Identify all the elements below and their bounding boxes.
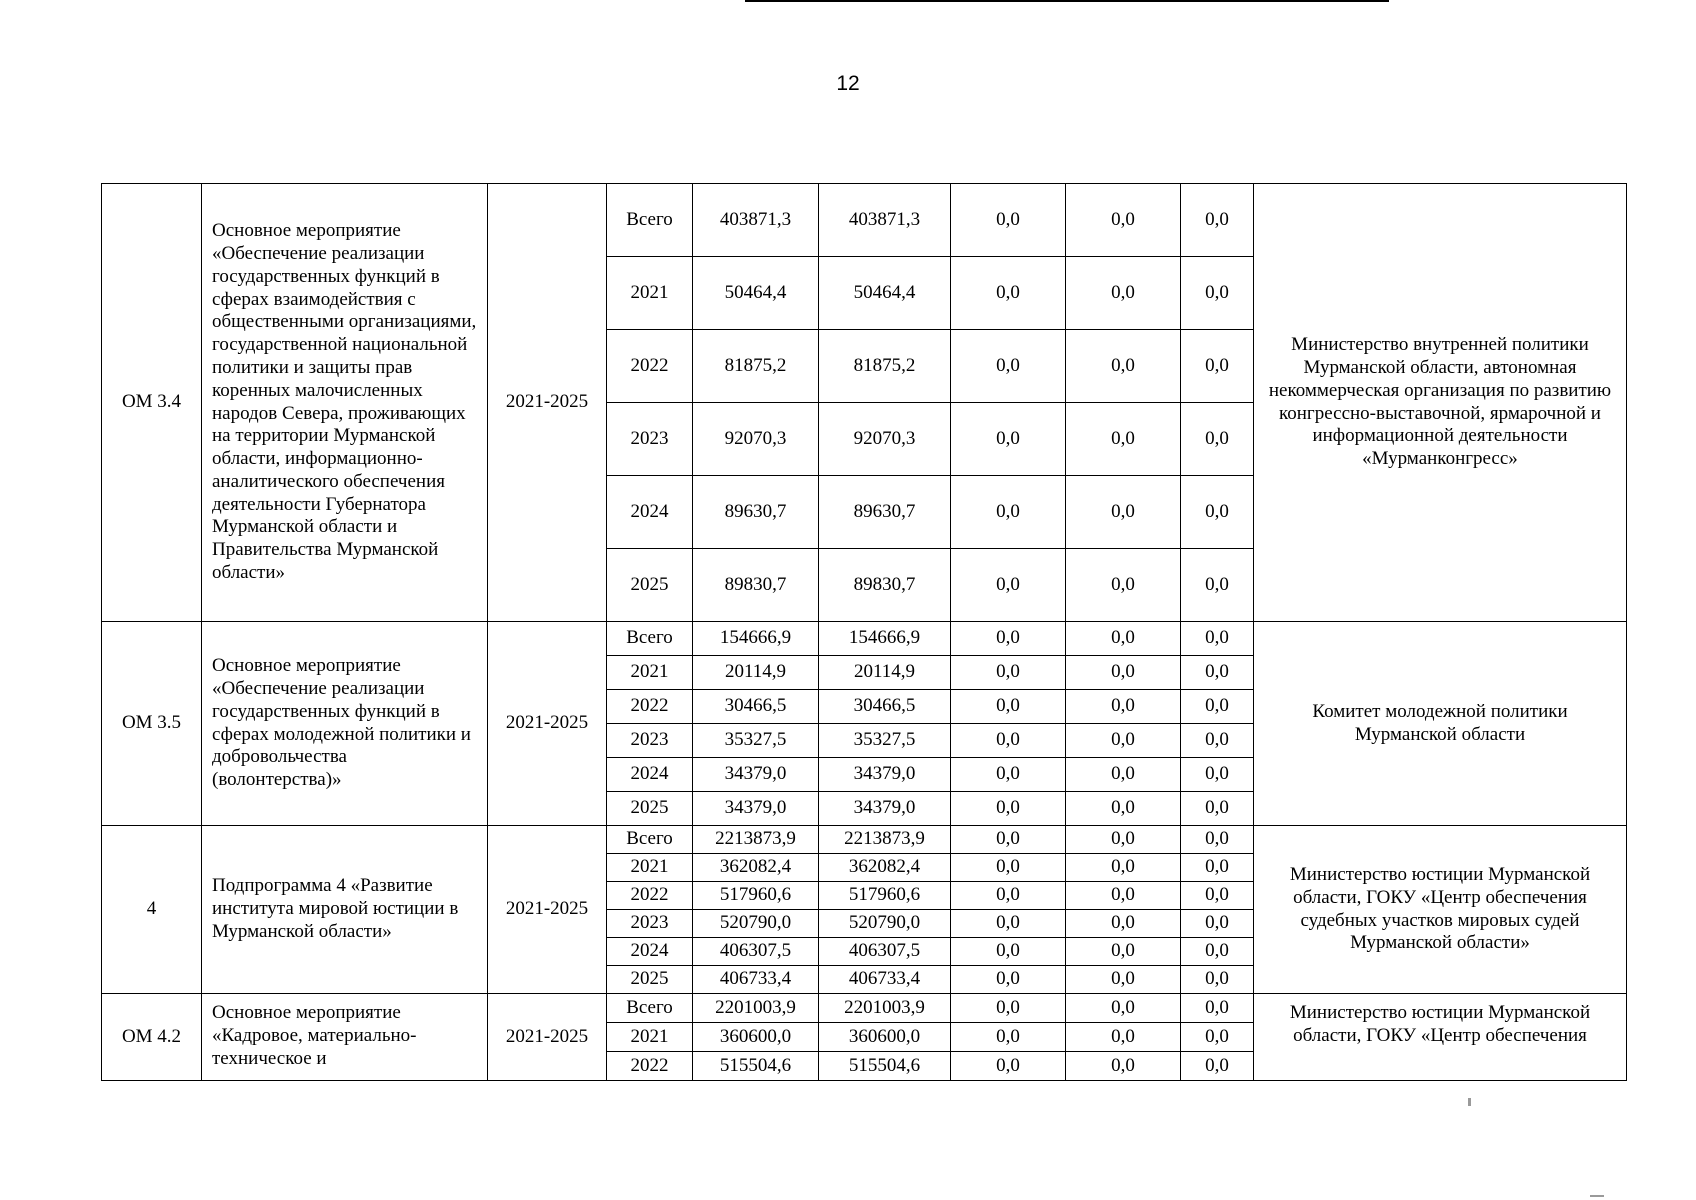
cell-year: 2022: [607, 882, 693, 910]
scan-mark: [1590, 1195, 1604, 1197]
row-executor: Комитет молодежной политики Мурманской области: [1254, 622, 1627, 826]
cell-regional: 360600,0: [819, 1023, 951, 1052]
cell-regional: 520790,0: [819, 910, 951, 938]
cell-value: 0,0: [1181, 826, 1254, 854]
cell-value: 0,0: [1066, 656, 1181, 690]
row-code: ОМ 3.4: [102, 184, 202, 622]
cell-value: 0,0: [1181, 758, 1254, 792]
cell-value: 0,0: [1181, 966, 1254, 994]
cell-value: 0,0: [1181, 656, 1254, 690]
cell-regional: 50464,4: [819, 257, 951, 330]
cell-total: 20114,9: [693, 656, 819, 690]
cell-value: 0,0: [1066, 257, 1181, 330]
cell-value: 0,0: [1066, 476, 1181, 549]
cell-value: 0,0: [1066, 690, 1181, 724]
cell-year: Всего: [607, 184, 693, 257]
cell-year: 2022: [607, 690, 693, 724]
cell-total: 406733,4: [693, 966, 819, 994]
cell-total: 34379,0: [693, 792, 819, 826]
cell-value: 0,0: [1066, 854, 1181, 882]
cell-value: 0,0: [1066, 910, 1181, 938]
cell-value: 0,0: [951, 994, 1066, 1023]
cell-value: 0,0: [1181, 476, 1254, 549]
row-executor: Министерство юстиции Мурманской области, ГОКУ «Центр обеспечения судебных участков мировых судей Мурманской области»: [1254, 826, 1627, 994]
cell-value: 0,0: [1181, 257, 1254, 330]
cell-value: 0,0: [951, 882, 1066, 910]
cell-total: 406307,5: [693, 938, 819, 966]
cell-value: 0,0: [1066, 882, 1181, 910]
cell-total: 35327,5: [693, 724, 819, 758]
cell-value: 0,0: [1181, 1023, 1254, 1052]
row-name: Подпрограмма 4 «Развитие института мировой юстиции в Мурманской области»: [202, 826, 488, 994]
cell-value: 0,0: [1181, 994, 1254, 1023]
cell-total: 89830,7: [693, 549, 819, 622]
scan-mark: [1468, 1098, 1471, 1106]
page-number: 12: [836, 72, 860, 95]
row-period: 2021-2025: [488, 826, 607, 994]
cell-total: 89630,7: [693, 476, 819, 549]
row-name: Основное мероприятие «Кадровое, материально-техническое и: [202, 994, 488, 1081]
cell-value: 0,0: [1066, 1023, 1181, 1052]
cell-value: 0,0: [951, 549, 1066, 622]
cell-value: 0,0: [1066, 1052, 1181, 1081]
cell-value: 0,0: [1181, 882, 1254, 910]
cell-value: 0,0: [951, 792, 1066, 826]
budget-table: [101, 183, 1627, 1081]
cell-regional: 89630,7: [819, 476, 951, 549]
cell-regional: 20114,9: [819, 656, 951, 690]
cell-value: 0,0: [951, 690, 1066, 724]
table-body: [102, 184, 1627, 1081]
cell-value: 0,0: [951, 938, 1066, 966]
cell-regional: 517960,6: [819, 882, 951, 910]
cell-total: 50464,4: [693, 257, 819, 330]
cell-total: 81875,2: [693, 330, 819, 403]
cell-value: 0,0: [1066, 724, 1181, 758]
cell-regional: 2213873,9: [819, 826, 951, 854]
cell-total: 362082,4: [693, 854, 819, 882]
cell-year: 2024: [607, 476, 693, 549]
cell-value: 0,0: [1181, 622, 1254, 656]
cell-year: Всего: [607, 622, 693, 656]
cell-regional: 406733,4: [819, 966, 951, 994]
cell-regional: 362082,4: [819, 854, 951, 882]
cell-value: 0,0: [1181, 330, 1254, 403]
row-name: Основное мероприятие «Обеспечение реализации государственных функций в сферах взаимодействия с общественными организациями, государственной национальной политики и защиты прав коренных малочисленных народов Севера, проживающих на территории Мурманской области, информационно-аналитического обеспечения деятельности Губернатора Мурманской области и Правительства Мурманской области»: [202, 184, 488, 622]
cell-year: 2024: [607, 938, 693, 966]
cell-regional: 92070,3: [819, 403, 951, 476]
cell-year: 2021: [607, 1023, 693, 1052]
cell-value: 0,0: [1066, 792, 1181, 826]
top-border-line: [745, 0, 1389, 2]
cell-year: Всего: [607, 994, 693, 1023]
row-code: ОМ 3.5: [102, 622, 202, 826]
cell-year: 2024: [607, 758, 693, 792]
cell-value: 0,0: [951, 656, 1066, 690]
cell-value: 0,0: [951, 1052, 1066, 1081]
cell-year: 2025: [607, 966, 693, 994]
cell-value: 0,0: [1066, 938, 1181, 966]
cell-value: 0,0: [951, 476, 1066, 549]
cell-value: 0,0: [1181, 792, 1254, 826]
cell-total: 92070,3: [693, 403, 819, 476]
cell-value: 0,0: [951, 257, 1066, 330]
row-code: 4: [102, 826, 202, 994]
cell-value: 0,0: [1181, 854, 1254, 882]
cell-year: Всего: [607, 826, 693, 854]
cell-year: 2021: [607, 257, 693, 330]
cell-value: 0,0: [951, 184, 1066, 257]
table-row: [102, 184, 1627, 257]
cell-year: 2021: [607, 854, 693, 882]
cell-year: 2022: [607, 330, 693, 403]
cell-total: 517960,6: [693, 882, 819, 910]
cell-value: 0,0: [951, 758, 1066, 792]
cell-regional: 403871,3: [819, 184, 951, 257]
cell-regional: 34379,0: [819, 758, 951, 792]
cell-value: 0,0: [951, 330, 1066, 403]
cell-total: 2201003,9: [693, 994, 819, 1023]
cell-value: 0,0: [1066, 622, 1181, 656]
cell-value: 0,0: [951, 854, 1066, 882]
cell-regional: 515504,6: [819, 1052, 951, 1081]
cell-total: 2213873,9: [693, 826, 819, 854]
row-executor: Министерство юстиции Мурманской области, ГОКУ «Центр обеспечения: [1254, 994, 1627, 1081]
cell-value: 0,0: [1066, 994, 1181, 1023]
cell-value: 0,0: [1181, 549, 1254, 622]
cell-value: 0,0: [1181, 184, 1254, 257]
cell-total: 520790,0: [693, 910, 819, 938]
cell-total: 403871,3: [693, 184, 819, 257]
cell-year: 2023: [607, 724, 693, 758]
cell-value: 0,0: [1066, 758, 1181, 792]
cell-year: 2025: [607, 792, 693, 826]
table-row: [102, 994, 1627, 1023]
cell-total: 30466,5: [693, 690, 819, 724]
cell-value: 0,0: [1066, 549, 1181, 622]
cell-value: 0,0: [1066, 330, 1181, 403]
cell-value: 0,0: [951, 622, 1066, 656]
row-period: 2021-2025: [488, 184, 607, 622]
cell-value: 0,0: [1181, 1052, 1254, 1081]
cell-regional: 34379,0: [819, 792, 951, 826]
row-name: Основное мероприятие «Обеспечение реализации государственных функций в сферах молодежной политики и добровольчества (волонтерства)»: [202, 622, 488, 826]
cell-regional: 406307,5: [819, 938, 951, 966]
cell-value: 0,0: [1066, 966, 1181, 994]
row-executor: Министерство внутренней политики Мурманской области, автономная некоммерческая организация по развитию конгрессно-выставочной, ярмарочной и информационной деятельности «Мурманконгресс»: [1254, 184, 1627, 622]
cell-regional: 81875,2: [819, 330, 951, 403]
cell-total: 154666,9: [693, 622, 819, 656]
cell-year: 2022: [607, 1052, 693, 1081]
cell-regional: 2201003,9: [819, 994, 951, 1023]
cell-value: 0,0: [951, 403, 1066, 476]
cell-year: 2021: [607, 656, 693, 690]
cell-value: 0,0: [1181, 910, 1254, 938]
cell-regional: 30466,5: [819, 690, 951, 724]
cell-value: 0,0: [1181, 724, 1254, 758]
row-period: 2021-2025: [488, 994, 607, 1081]
cell-value: 0,0: [1066, 403, 1181, 476]
cell-value: 0,0: [1066, 184, 1181, 257]
cell-value: 0,0: [951, 826, 1066, 854]
cell-regional: 89830,7: [819, 549, 951, 622]
cell-year: 2023: [607, 910, 693, 938]
cell-value: 0,0: [1066, 826, 1181, 854]
cell-total: 360600,0: [693, 1023, 819, 1052]
table-row: [102, 826, 1627, 854]
cell-value: 0,0: [1181, 403, 1254, 476]
row-period: 2021-2025: [488, 622, 607, 826]
cell-total: 34379,0: [693, 758, 819, 792]
cell-regional: 154666,9: [819, 622, 951, 656]
cell-value: 0,0: [951, 724, 1066, 758]
cell-regional: 35327,5: [819, 724, 951, 758]
cell-year: 2025: [607, 549, 693, 622]
cell-year: 2023: [607, 403, 693, 476]
cell-total: 515504,6: [693, 1052, 819, 1081]
table-row: [102, 622, 1627, 656]
cell-value: 0,0: [1181, 690, 1254, 724]
cell-value: 0,0: [1181, 938, 1254, 966]
cell-value: 0,0: [951, 966, 1066, 994]
cell-value: 0,0: [951, 1023, 1066, 1052]
row-code: ОМ 4.2: [102, 994, 202, 1081]
cell-value: 0,0: [951, 910, 1066, 938]
